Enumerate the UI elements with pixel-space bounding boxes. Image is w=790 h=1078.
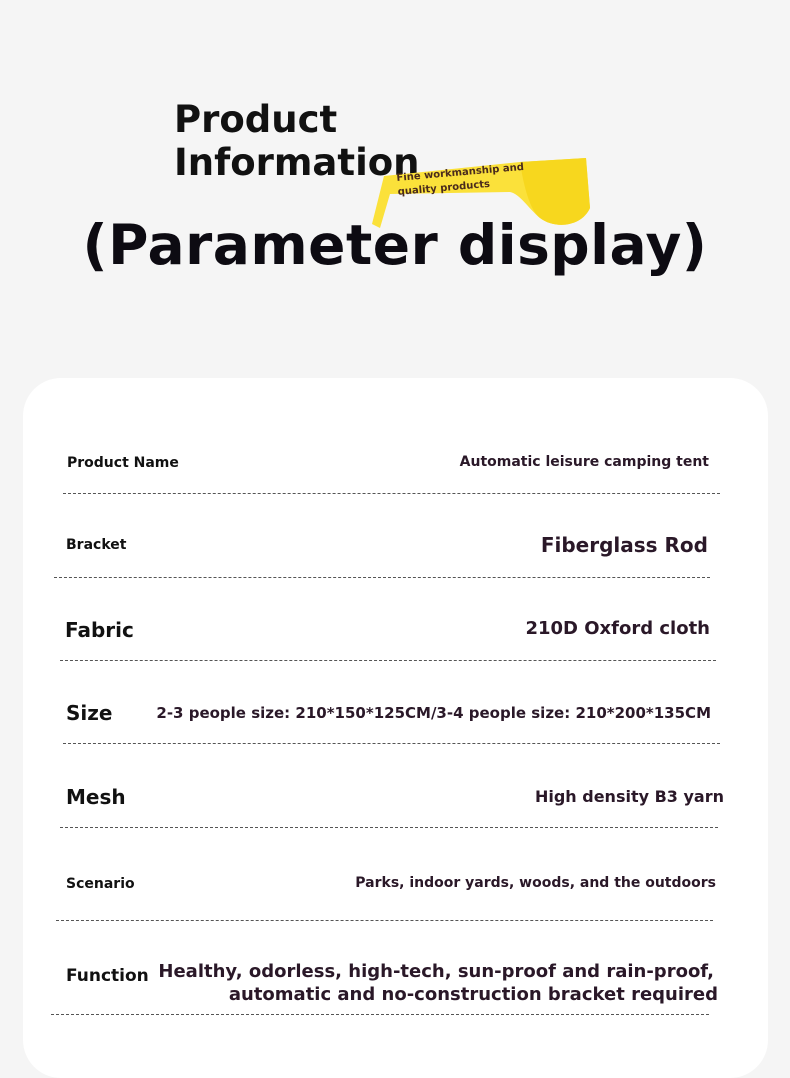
divider bbox=[54, 577, 710, 578]
divider bbox=[51, 1014, 709, 1015]
param-value-bracket: Fiberglass Rod bbox=[540, 533, 708, 557]
param-label-scenario: Scenario bbox=[66, 876, 135, 892]
param-label-bracket: Bracket bbox=[66, 537, 127, 553]
param-value-scenario: Parks, indoor yards, woods, and the outdoors bbox=[355, 875, 716, 891]
header bbox=[0, 0, 790, 330]
title-line-2: Information bbox=[174, 141, 420, 184]
param-label-fabric: Fabric bbox=[65, 618, 134, 642]
divider bbox=[60, 827, 718, 828]
param-label-product-name: Product Name bbox=[67, 455, 179, 471]
param-label-function: Function bbox=[66, 966, 149, 986]
parameter-card bbox=[23, 378, 768, 1078]
page-subtitle: (Parameter display) bbox=[82, 213, 708, 277]
param-label-size: Size bbox=[66, 701, 113, 725]
divider bbox=[60, 660, 716, 661]
divider bbox=[56, 920, 713, 921]
title-line-1: Product bbox=[174, 98, 338, 141]
param-value-function-line-1: Healthy, odorless, high-tech, sun-proof and rain-proof, bbox=[158, 961, 714, 982]
param-value-function-line-2: automatic and no-construction bracket required bbox=[228, 984, 718, 1005]
badge-text: Fine workmanship and quality products bbox=[396, 161, 525, 198]
param-value-product-name: Automatic leisure camping tent bbox=[459, 454, 709, 470]
param-value-mesh: High density B3 yarn bbox=[534, 787, 724, 806]
divider bbox=[63, 743, 720, 744]
param-value-fabric: 210D Oxford cloth bbox=[525, 618, 710, 639]
param-value-size: 2-3 people size: 210*150*125CM/3-4 people size: 210*200*135CM bbox=[156, 704, 711, 722]
param-label-mesh: Mesh bbox=[66, 785, 126, 809]
divider bbox=[63, 493, 720, 494]
